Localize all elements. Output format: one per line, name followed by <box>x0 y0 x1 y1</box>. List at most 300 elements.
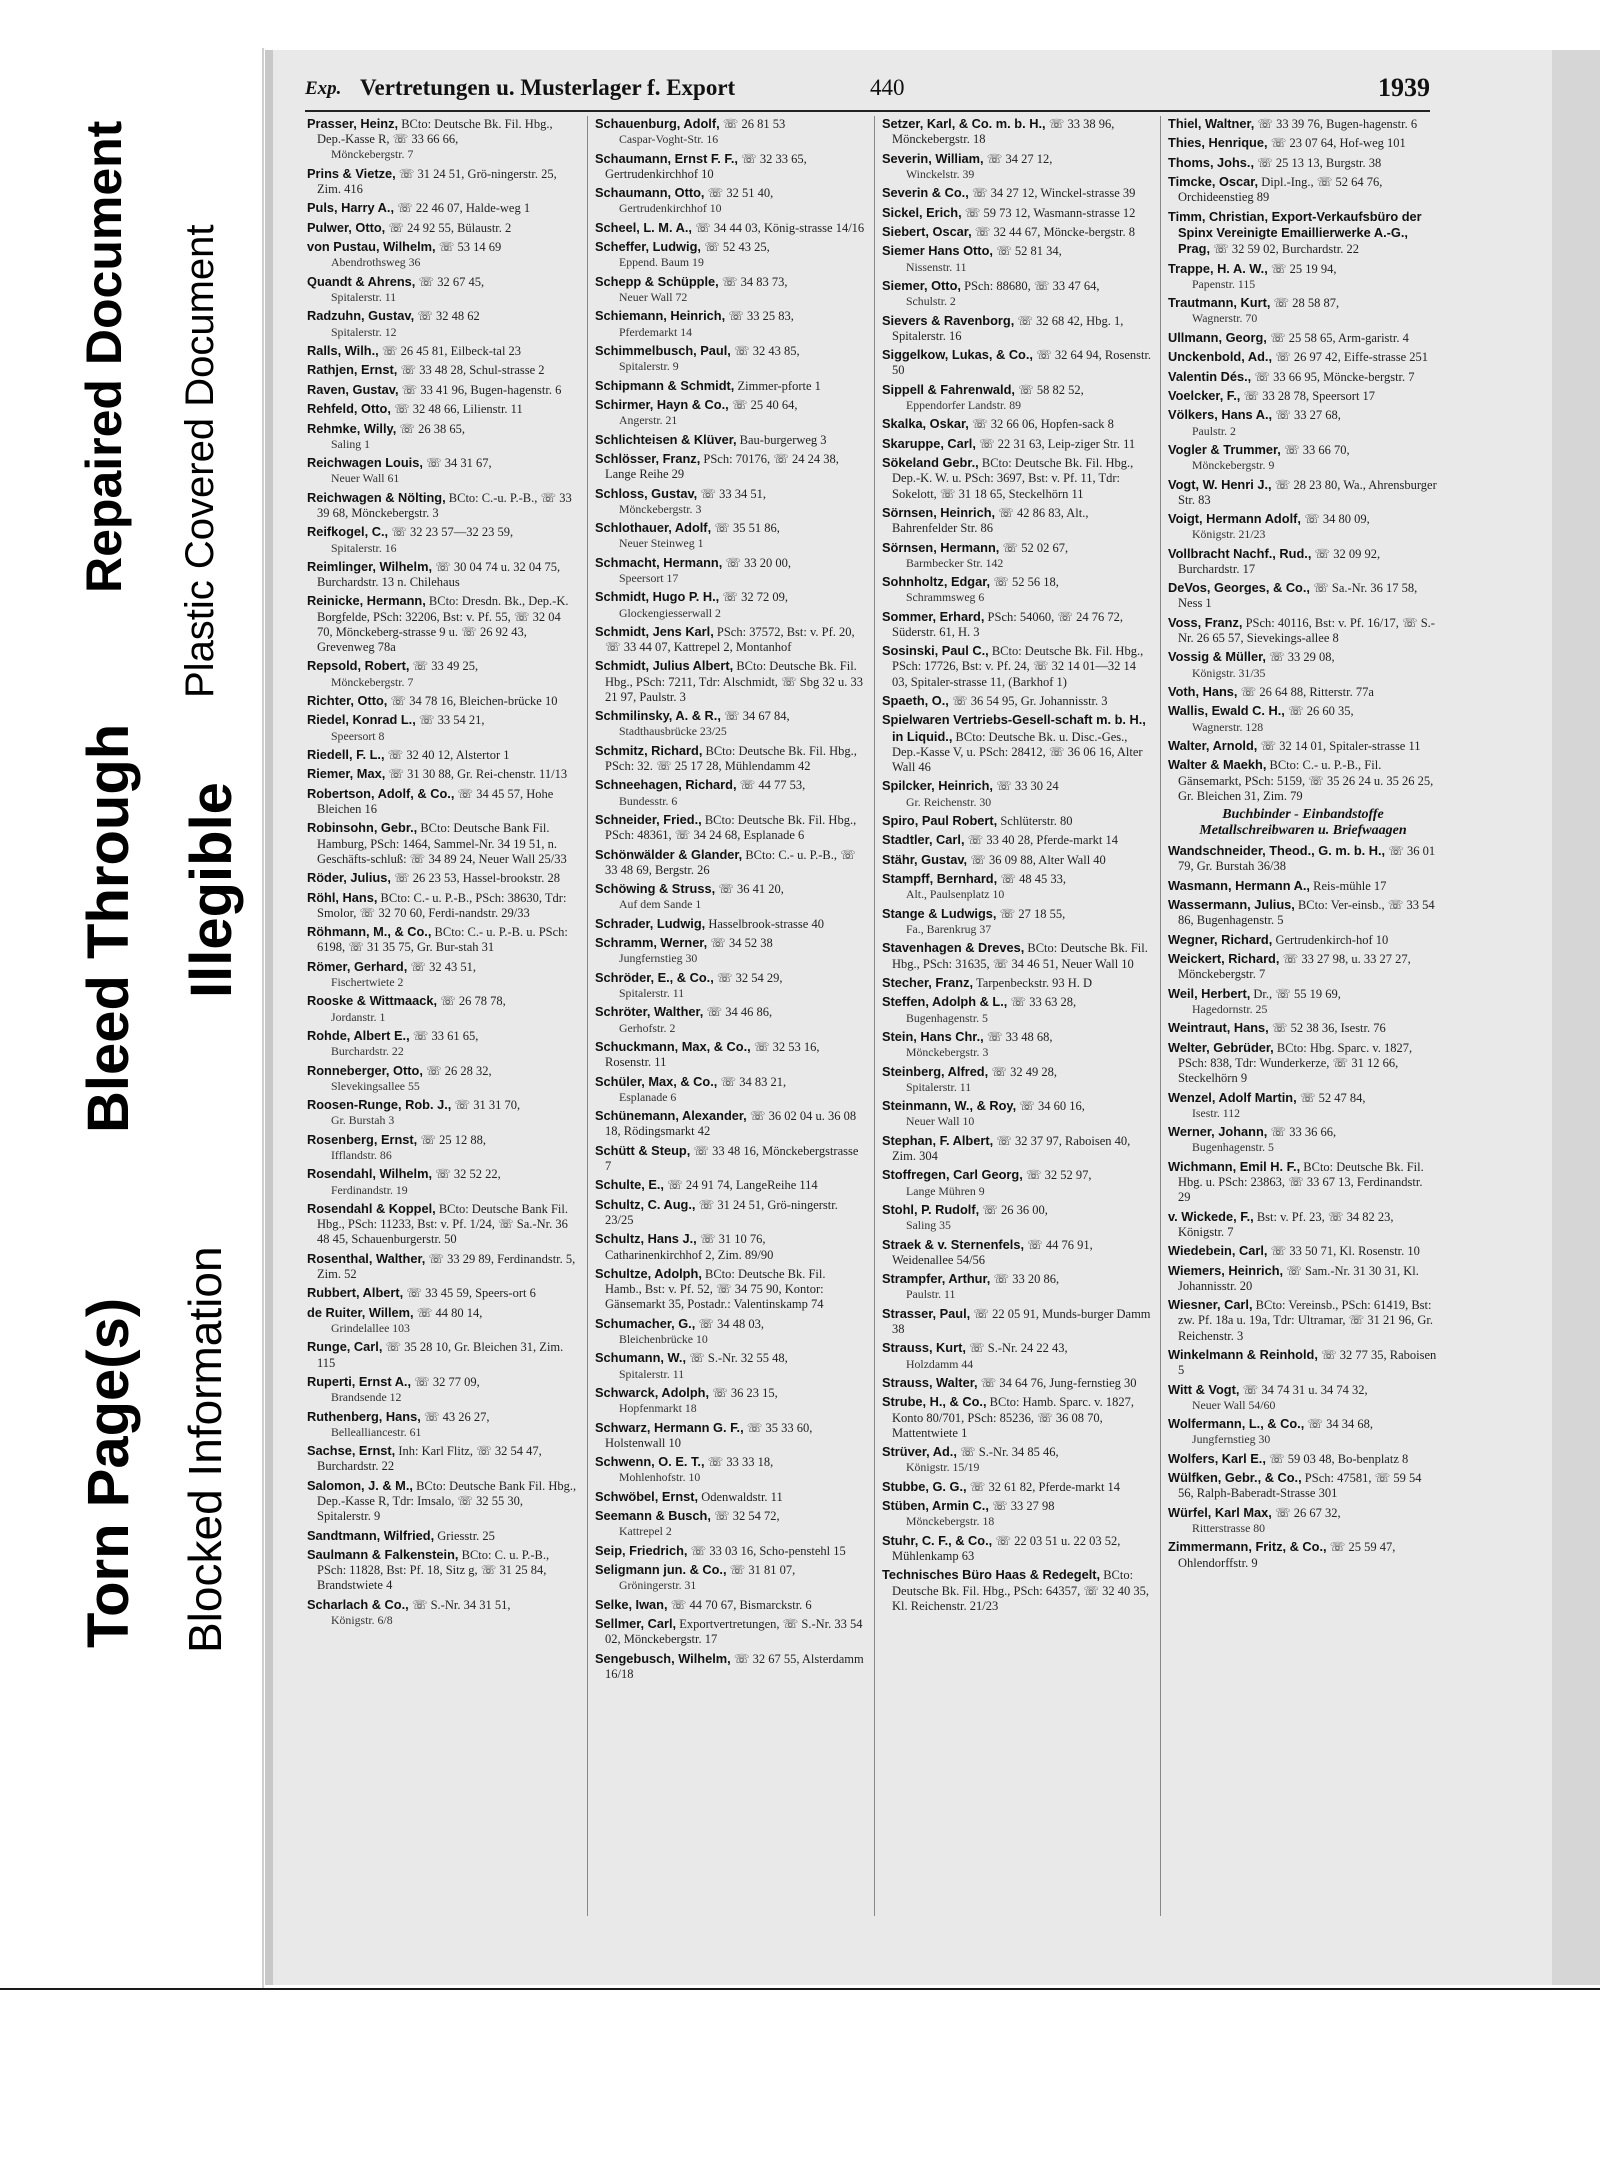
entry-name: Wegner, Richard, <box>1168 931 1273 947</box>
entry-address: Königstr. 21/23 <box>1192 527 1266 542</box>
directory-entry <box>882 116 1152 147</box>
directory-entry <box>882 1340 1152 1371</box>
entry-name: Stohl, P. Rudolf, <box>882 1201 980 1217</box>
directory-entry <box>595 451 865 482</box>
entry-name: Timm, Christian, Export-Verkaufsbüro der Spinx Vereinigte Emaillierwerke A.-G., Prag, <box>1168 208 1422 257</box>
header-rule <box>305 110 1430 112</box>
directory-entry <box>595 397 865 428</box>
entry-details: ☏ Sa.-Nr. 36 17 58, Ness 1 <box>1178 581 1418 611</box>
entry-address: Neuer Wall 10 <box>906 1114 975 1129</box>
entry-details: ☏ 33 45 59, Speers-ort 6 <box>406 1286 536 1301</box>
entry-name: Sengebusch, Wilhelm, <box>595 1650 731 1666</box>
entry-address: Ifflandstr. 86 <box>331 1147 392 1162</box>
directory-entry <box>1168 684 1438 700</box>
entry-address: Bugenhagenstr. 5 <box>906 1010 988 1025</box>
label-plastic-covered: Plastic Covered Document <box>178 224 222 698</box>
entry-details: ☏ 32 33 65, Gertrudenkirchhof 10 <box>605 151 807 181</box>
directory-entry <box>307 593 577 655</box>
entry-details: ☏ 43 26 27, <box>423 1409 490 1424</box>
directory-entry <box>882 540 1152 571</box>
directory-entry <box>1168 1347 1438 1378</box>
entry-name: Robinsohn, Gebr., <box>307 820 418 836</box>
entry-address: Hopfenmarkt 18 <box>619 1401 697 1416</box>
entry-details: ☏ 34 45 57, Hohe Bleichen 16 <box>317 786 554 817</box>
entry-name: Ronneberger, Otto, <box>307 1062 423 1078</box>
directory-entry <box>307 1063 577 1094</box>
top-border <box>0 0 1600 48</box>
entry-name: Radzuhn, Gustav, <box>307 308 415 324</box>
label-torn-pages: Torn Page(s) <box>76 1297 141 1648</box>
entry-details: ☏ 22 05 91, Munds-burger Damm 38 <box>892 1306 1151 1336</box>
entry-name: Rehmke, Willy, <box>307 420 397 436</box>
entry-name: Wolfers, Karl E., <box>1168 1450 1266 1466</box>
directory-entry <box>307 1443 577 1474</box>
entry-name: Saulmann & Falkenstein, <box>307 1546 459 1562</box>
entry-details: ☏ 34 48 03, <box>698 1316 765 1331</box>
entry-name: Schimmelbusch, Paul, <box>595 342 731 358</box>
sidebar-divider <box>262 48 264 1988</box>
directory-entry <box>882 347 1152 378</box>
directory-entry <box>1168 1382 1438 1413</box>
entry-details: ☏ 32 40 12, Alstertor 1 <box>387 748 510 763</box>
directory-entry <box>1168 209 1438 258</box>
entry-name: Strauss, Walter, <box>882 1374 978 1390</box>
entry-name: Skaruppe, Carl, <box>882 435 976 451</box>
entry-name: Reinicke, Hermann, <box>307 593 426 609</box>
directory-entry <box>1168 295 1438 326</box>
entry-details: ☏ 33 20 86, <box>993 1272 1060 1287</box>
directory-entry <box>595 1074 865 1105</box>
entry-name: Schultz, C. Aug., <box>595 1196 696 1212</box>
directory-entry <box>882 574 1152 605</box>
header-title: Vertretungen u. Musterlager f. Export <box>360 75 736 100</box>
entry-details: ☏ 33 29 08, <box>1269 650 1335 665</box>
directory-column-1 <box>307 116 577 1916</box>
advertisement-note: Buchbinder - Einbandstoffe Metallschreibwaren u. Briefwaagen <box>1199 807 1407 839</box>
directory-entry <box>1168 703 1438 734</box>
entry-name: Rathjen, Ernst, <box>307 362 398 378</box>
entry-name: Zimmermann, Fritz, & Co., <box>1168 1539 1327 1555</box>
entry-details: PSch: 37572, Bst: v. Pf. 20, ☏ 33 44 07, Kattrepel 2, Montanhof <box>605 624 855 655</box>
entry-details: ☏ 32 54 29, <box>716 970 783 985</box>
directory-entry <box>882 778 1152 809</box>
entry-details: ☏ S.-Nr. 34 85 46, <box>960 1445 1059 1460</box>
directory-entry <box>595 308 865 339</box>
directory-entry <box>882 205 1152 221</box>
entry-address: Isestr. 112 <box>1192 1105 1241 1120</box>
entry-name: Witt & Vogt, <box>1168 1381 1240 1397</box>
directory-entry <box>882 436 1152 452</box>
entry-address: Spitalerstr. 11 <box>331 289 397 304</box>
entry-name: Schönwälder & Glander, <box>595 846 743 862</box>
entry-details: ☏ 26 45 81, Eilbeck-tal 23 <box>381 343 522 358</box>
entry-address: Schulstr. 2 <box>906 294 956 309</box>
entry-details: ☏ 36 23 15, <box>712 1385 778 1400</box>
directory-entry <box>1168 649 1438 680</box>
directory-entry <box>595 1350 865 1381</box>
page-edge <box>265 50 273 1985</box>
entry-address: Mohlenhofstr. 10 <box>619 1470 701 1485</box>
entry-details: BCto: Deutsche Bk. Fil. Hamb., Bst: v. Pf. 52, ☏ 34 75 90, Kontor: Gänsemarkt 35, Postadr.: Valentinskamp 74 <box>605 1266 826 1312</box>
entry-name: Riedel, Konrad L., <box>307 712 416 728</box>
entry-name: Schrader, Ludwig, <box>595 915 706 931</box>
entry-details: ☏ 34 27 12, <box>986 151 1053 166</box>
entry-name: Prasser, Heinz, <box>307 116 399 131</box>
entry-name: Straek & v. Sternenfels, <box>882 1236 1025 1252</box>
entry-name: Sippell & Fahrenwald, <box>882 381 1015 397</box>
entry-details: ☏ 28 23 80, Wa., Ahrensburger Str. 83 <box>1178 477 1437 507</box>
entry-details: ☏ 32 48 62 <box>417 309 480 324</box>
entry-name: Schiemann, Heinrich, <box>595 308 726 324</box>
entry-name: Schwarck, Adolph, <box>595 1384 710 1400</box>
entry-details: ☏ 33 20 00, <box>725 555 792 570</box>
scanned-page <box>265 50 1565 1985</box>
entry-details: ☏ 32 44 67, Möncke-bergstr. 8 <box>974 224 1135 239</box>
entry-name: Salomon, J. & M., <box>307 1477 413 1493</box>
entry-name: Wenzel, Adolf Martin, <box>1168 1089 1297 1105</box>
entry-name: Timcke, Oscar, <box>1168 174 1259 190</box>
directory-entry <box>307 220 577 236</box>
directory-entry <box>307 362 577 378</box>
entry-details: ☏ 26 67 32, <box>1274 1505 1341 1520</box>
entry-address: Gr. Burstah 3 <box>331 1113 395 1128</box>
directory-entry <box>307 658 577 689</box>
entry-details: ☏ 26 78 78, <box>440 994 506 1009</box>
entry-name: Scharlach & Co., <box>307 1596 409 1612</box>
entry-details: ☏ 59 73 12, Wasmann-strasse 12 <box>964 205 1136 220</box>
entry-details: ☏ 34 80 09, <box>1304 512 1370 527</box>
entry-name: Rosendahl, Wilhelm, <box>307 1166 433 1182</box>
entry-details: ☏ 36 41 20, <box>718 882 784 897</box>
label-blocked-information: Blocked Information <box>179 1246 231 1653</box>
directory-entry <box>595 1562 865 1593</box>
entry-address: Mönckebergstr. 3 <box>906 1045 989 1060</box>
entry-address: Winckelstr. 39 <box>906 166 975 181</box>
entry-details: Bau-burgerweg 3 <box>739 432 827 447</box>
entry-name: Sökeland Gebr., <box>882 455 979 471</box>
entry-name: Stuhr, C. F., & Co., <box>882 1532 993 1548</box>
entry-details: ☏ 34 27 12, Winckel-strasse 39 <box>971 186 1136 201</box>
entry-name: de Ruiter, Willem, <box>307 1304 414 1320</box>
directory-entry <box>1168 738 1438 754</box>
entry-name: Voth, Hans, <box>1168 684 1238 700</box>
directory-entry <box>595 185 865 216</box>
entry-name: Schramm, Werner, <box>595 935 708 951</box>
entry-name: Setzer, Karl, & Co. m. b. H., <box>882 116 1046 131</box>
entry-name: Rosenthal, Walther, <box>307 1250 426 1266</box>
directory-entry <box>307 239 577 270</box>
column-rule <box>1160 116 1161 1916</box>
directory-entry <box>1168 135 1438 151</box>
directory-entry <box>595 220 865 236</box>
entry-name: Schmidt, Hugo P. H., <box>595 589 720 605</box>
entry-name: Rooske & Wittmaack, <box>307 993 438 1009</box>
entry-details: BCto: Deutsche Bk. Fil. Hbg., PSch: 7211, Tdr: Alschmidt, ☏ Sbg 32 u. 33 21 97, Paulstr. 3 <box>605 659 864 704</box>
entry-details: ☏ 58 82 52, <box>1018 382 1084 397</box>
entry-name: Steinberg, Alfred, <box>882 1063 989 1079</box>
entry-name: Wülfken, Gebr., & Co., <box>1168 1470 1302 1486</box>
directory-entry <box>1168 477 1438 508</box>
entry-details: BCto: Dresdn. Bk., Dep.-K. Borgfelde, PSch: 32206, Bst: v. Pf. 55, ☏ 32 04 70, Mönckeberg-strasse 9 u. ☏ 26 92 43, Grevenweg 78a <box>317 594 569 655</box>
entry-details: ☏ 32 72 09, <box>722 590 788 605</box>
entry-name: Schloss, Gustav, <box>595 485 698 501</box>
entry-name: Strauss, Kurt, <box>882 1340 966 1356</box>
entry-address: Spitalerstr. 11 <box>619 986 685 1001</box>
directory-entry <box>307 200 577 216</box>
directory-entry <box>882 1237 1152 1268</box>
directory-entry <box>1168 388 1438 404</box>
entry-details: ☏ 34 64 76, Jung-fernstieg 30 <box>980 1375 1137 1390</box>
directory-entry <box>307 1097 577 1128</box>
entry-name: Skalka, Oskar, <box>882 416 969 432</box>
entry-details: ☏ 27 18 55, <box>999 906 1066 921</box>
directory-entry <box>882 906 1152 937</box>
entry-name: Stange & Ludwigs, <box>882 905 997 921</box>
entry-name: Schuckmann, Max, & Co., <box>595 1039 751 1055</box>
directory-entry <box>1168 615 1438 646</box>
directory-entry <box>882 416 1152 432</box>
entry-name: Scheffer, Ludwig, <box>595 239 701 255</box>
entry-address: Ferdinandstr. 19 <box>331 1182 408 1197</box>
entry-details: ☏ 32 68 42, Hbg. 1, Spitalerstr. 16 <box>892 313 1124 343</box>
directory-entry <box>595 378 865 394</box>
entry-details: PSch: 54060, ☏ 24 76 72, Süderstr. 61, H. 3 <box>892 609 1123 639</box>
entry-name: Strüver, Ad., <box>882 1444 957 1460</box>
entry-name: Röhl, Hans, <box>307 889 378 905</box>
entry-details: ☏ 22 46 07, Halde-weg 1 <box>397 201 531 216</box>
entry-address: Bleichenbrücke 10 <box>619 1331 708 1346</box>
entry-name: Sommer, Erhard, <box>882 608 985 624</box>
entry-details: ☏ 23 07 64, Hof-weg 101 <box>1270 136 1406 151</box>
directory-entry <box>595 1266 865 1313</box>
entry-name: Schneehagen, Richard, <box>595 777 737 793</box>
entry-details: ☏ 44 77 53, <box>739 778 806 793</box>
entry-details: ☏ S.-Nr. 24 22 43, <box>969 1341 1068 1356</box>
entry-details: ☏ 44 70 67, Bismarckstr. 6 <box>670 1597 812 1612</box>
directory-entry <box>882 278 1152 309</box>
entry-details: ☏ 33 50 71, Kl. Rosenstr. 10 <box>1270 1244 1420 1259</box>
entry-name: Welter, Gebrüder, <box>1168 1039 1274 1055</box>
entry-details: ☏ 32 51 40, <box>707 186 774 201</box>
entry-details: Reis-mühle 17 <box>1313 878 1387 893</box>
directory-entry <box>595 658 865 705</box>
entry-name: Wassermann, Julius, <box>1168 897 1295 913</box>
entry-name: Schmacht, Hermann, <box>595 554 723 570</box>
entry-name: Trautmann, Kurt, <box>1168 295 1271 311</box>
directory-entry <box>595 1108 865 1139</box>
entry-details: ☏ 32 67 55, Alsterdamm 16/18 <box>605 1651 864 1681</box>
entry-address: Fischertwiete 2 <box>331 975 404 990</box>
entry-name: Siebert, Oscar, <box>882 223 972 239</box>
entry-name: Schröder, E., & Co., <box>595 969 714 985</box>
entry-address: Neuer Wall 72 <box>619 289 688 304</box>
entry-address: Kattrepel 2 <box>619 1524 672 1539</box>
entry-details: ☏ 25 58 65, Arm-garistr. 4 <box>1269 330 1409 345</box>
directory-entry <box>307 524 577 555</box>
entry-details: ☏ 32 43 85, <box>733 343 800 358</box>
entry-name: Ruthenberg, Hans, <box>307 1408 421 1424</box>
directory-entry <box>1168 897 1438 928</box>
entry-name: Pulwer, Otto, <box>307 219 386 235</box>
entry-address: Mönckebergstr. 7 <box>331 674 414 689</box>
directory-entry <box>882 1394 1152 1441</box>
page-number: 440 <box>870 75 905 100</box>
entry-address: Gröningerstr. 31 <box>619 1578 697 1593</box>
entry-details: ☏ 34 83 21, <box>720 1074 787 1089</box>
entry-details: BCto: Deutsche Bk. Fil. Hbg., PSch: 32. ☏ 25 17 28, Mühlendamm 42 <box>605 743 857 774</box>
entry-details: Schlüterstr. 80 <box>1000 814 1073 829</box>
entry-name: Stein, Hans Chr., <box>882 1029 984 1044</box>
entry-name: Schaumann, Otto, <box>595 185 705 201</box>
entry-details: ☏ 31 24 51, Grö-ningerstr. 23/25 <box>605 1197 838 1227</box>
entry-name: Schauenburg, Adolf, <box>595 116 720 131</box>
entry-details: ☏ S.-Nr. 34 31 51, <box>411 1597 511 1612</box>
entry-name: Repsold, Robert, <box>307 658 410 674</box>
entry-details: ☏ Sam.-Nr. 31 30 31, Kl. Johannisstr. 20 <box>1178 1263 1419 1293</box>
directory-entry <box>882 1098 1152 1129</box>
directory-entry <box>595 881 865 912</box>
entry-address: Burchardstr. 22 <box>331 1044 404 1059</box>
entry-name: Strube, H., & Co., <box>882 1394 987 1410</box>
entry-name: Walter, Arnold, <box>1168 738 1258 754</box>
directory-entry <box>882 940 1152 971</box>
directory-entry <box>882 813 1152 829</box>
entry-details: ☏ 34 31 67, <box>426 456 492 471</box>
entry-details: ☏ 33 30 24 <box>996 779 1059 794</box>
directory-entry <box>882 871 1152 902</box>
entry-details: ☏ 32 64 94, Rosenstr. 50 <box>892 348 1152 378</box>
entry-details: ☏ 28 58 87, <box>1273 296 1340 311</box>
entry-address: Gertrudenkirchhof 10 <box>619 201 722 216</box>
entry-details: BCto: Deutsche Bank Fil. Hamburg, PSch: 1464, Sammel-Nr. 34 19 51, n. Geschäfts-schluß: ☏ 34 89 24, Neuer Wall 25/33 <box>317 821 567 866</box>
directory-entry <box>882 1167 1152 1198</box>
header-abbreviation: Exp. <box>305 78 342 99</box>
entry-details: BCto: Vereinsb., PSch: 61419, Bst: zw. Pf. 18a u. 19a, Tdr: Ultramar, ☏ 31 21 96, Gr. Reichenstr. 3 <box>1178 1298 1434 1343</box>
entry-details: BCto: C.- u. P.-B. u. PSch: 6198, ☏ 31 35 75, Gr. Bur-stah 31 <box>317 925 568 955</box>
entry-name: Thoms, Johs., <box>1168 154 1255 170</box>
entry-name: Wallis, Ewald C. H., <box>1168 703 1285 719</box>
directory-entry <box>307 870 577 886</box>
entry-name: Schütt & Steup, <box>595 1142 691 1158</box>
entry-details: ☏ 33 63 28, <box>1010 995 1077 1010</box>
entry-name: v. Wickede, F., <box>1168 1208 1254 1224</box>
directory-entry <box>882 994 1152 1025</box>
directory-entry <box>882 505 1152 536</box>
directory-entry <box>595 239 865 270</box>
entry-name: Spielwaren Vertriebs-Gesell-schaft m. b. H., in Liquid., <box>882 712 1146 744</box>
entry-address: Spitalerstr. 9 <box>619 359 679 374</box>
directory-entry <box>307 1547 577 1594</box>
directory-column-2 <box>595 116 865 1916</box>
entry-name: Selke, Iwan, <box>595 1596 668 1612</box>
entry-name: Vogt, W. Henri J., <box>1168 476 1272 492</box>
entry-address: Mönckebergstr. 7 <box>331 147 414 162</box>
entry-details: PSch: 40116, Bst: v. Pf. 16/17, ☏ S.-Nr. 26 65 57, Sievekings-allee 8 <box>1178 615 1435 646</box>
entry-details: ☏ 34 74 31 u. 34 74 32, <box>1242 1382 1368 1397</box>
directory-entry <box>595 624 865 655</box>
directory-entry <box>1168 511 1438 542</box>
directory-entry <box>307 1339 577 1370</box>
directory-entry <box>595 1385 865 1416</box>
entry-name: Ralls, Wilh., <box>307 342 379 358</box>
entry-name: Roosen-Runge, Rob. J., <box>307 1097 452 1113</box>
directory-entry <box>307 1166 577 1197</box>
entry-details: ☏ 33 27 98 <box>992 1499 1055 1514</box>
directory-entry <box>595 1454 865 1485</box>
directory-entry <box>307 924 577 955</box>
entry-name: Ruperti, Ernst A., <box>307 1373 412 1389</box>
directory-entry <box>1168 407 1438 438</box>
entry-name: Rehfeld, Otto, <box>307 401 391 417</box>
entry-name: Strasser, Paul, <box>882 1305 971 1321</box>
directory-entry <box>595 274 865 305</box>
entry-details: ☏ 52 81 34, <box>996 244 1062 259</box>
directory-entry <box>307 1251 577 1282</box>
entry-address: Königstr. 31/35 <box>1192 665 1266 680</box>
page-header <box>305 68 1430 108</box>
directory-entry <box>1168 843 1438 874</box>
entry-details: BCto: Ver-einsb., ☏ 33 54 86, Bugenhagenstr. 5 <box>1178 898 1435 928</box>
entry-details: BCto: Deutsche Bk. u. Disc.-Ges., Dep.-Kasse V, u. PSch: 28412, ☏ 36 06 16, Alter Wall 46 <box>892 729 1143 775</box>
entry-name: DeVos, Georges, & Co., <box>1168 580 1310 596</box>
entry-name: Runge, Carl, <box>307 1339 383 1355</box>
entry-details: ☏ 31 31 70, <box>454 1098 521 1113</box>
entry-name: Unckenbold, Ad., <box>1168 349 1273 365</box>
entry-name: Schumann, W., <box>595 1350 687 1366</box>
directory-entry <box>1168 1451 1438 1467</box>
entry-details: ☏ 34 78 16, Bleichen-brücke 10 <box>390 694 558 709</box>
directory-entry <box>882 1064 1152 1095</box>
entry-details: ☏ 33 34 51, <box>700 486 766 501</box>
entry-name: Schmidt, Julius Albert, <box>595 658 734 674</box>
directory-entry <box>595 1231 865 1262</box>
entry-name: Stubbe, G. G., <box>882 1478 967 1494</box>
directory-entry <box>595 1197 865 1228</box>
entry-details: ☏ 26 60 35, <box>1287 704 1354 719</box>
entry-address: Paulstr. 11 <box>906 1287 956 1302</box>
entry-name: Spaeth, O., <box>882 693 949 709</box>
directory-entry <box>307 308 577 339</box>
entry-address: Slevekingsallee 55 <box>331 1078 420 1093</box>
entry-details: ☏ 33 49 25, <box>412 659 479 674</box>
entry-details: Dr., ☏ 55 19 69, <box>1253 986 1341 1001</box>
directory-entry <box>595 432 865 448</box>
entry-details: ☏ 32 09 92, Burchardstr. 17 <box>1178 546 1381 576</box>
entry-details: ☏ 26 97 42, Eiffe-strasse 251 <box>1275 350 1429 365</box>
directory-entry <box>595 555 865 586</box>
entry-name: Siemer, Otto, <box>882 277 961 293</box>
directory-entry <box>882 1029 1152 1060</box>
entry-name: Schepp & Schüpple, <box>595 273 719 289</box>
directory-entry <box>882 1498 1152 1529</box>
entry-name: Walter & Maekh, <box>1168 757 1267 773</box>
entry-details: ☏ 32 49 28, <box>991 1064 1057 1079</box>
entry-details: ☏ 32 52 97, <box>1025 1168 1092 1183</box>
page-shadow <box>1552 50 1600 1985</box>
entry-details: ☏ 32 77 09, <box>414 1374 480 1389</box>
entry-details: ☏ 26 38 65, <box>399 421 466 436</box>
entry-name: Strampfer, Arthur, <box>882 1271 991 1287</box>
entry-address: Caspar-Voght-Str. 16 <box>619 132 719 147</box>
entry-address: Gerhofstr. 2 <box>619 1020 676 1035</box>
directory-entry <box>882 313 1152 344</box>
directory-entry <box>1168 1159 1438 1206</box>
entry-name: Schulte, E., <box>595 1177 664 1193</box>
directory-column-4 <box>1168 116 1438 1916</box>
entry-address: Papenstr. 115 <box>1192 276 1256 291</box>
entry-name: Sellmer, Carl, <box>595 1616 677 1632</box>
entry-details: ☏ 52 47 84, <box>1299 1090 1366 1105</box>
